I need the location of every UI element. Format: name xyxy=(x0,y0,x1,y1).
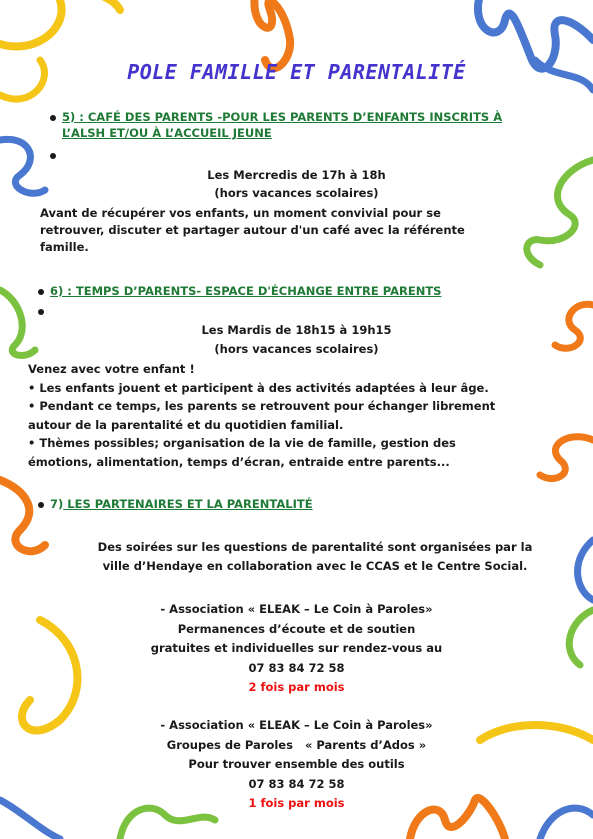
bullet-icon xyxy=(38,289,44,295)
section7-intro xyxy=(60,538,570,576)
section7-intro-line1: Des soirées sur les questions de parentalité sont organisées par la xyxy=(97,540,533,554)
section7-heading-text: LES PARTENAIRES ET LA PARENTALITÉ xyxy=(63,497,313,511)
section6-line: émotions, alimentation, temps d’écran, entraide entre parents... xyxy=(28,454,450,469)
section6-schedule: Les Mardis de 18h15 à 19h15 xyxy=(201,323,392,337)
section5-desc-line1: Avant de récupérer vos enfants, un moment convivial pour se xyxy=(40,206,441,220)
section6-line: Venez avec votre enfant ! xyxy=(28,362,195,376)
section6-heading xyxy=(50,283,570,299)
section7-heading xyxy=(50,496,570,512)
association-2-line1: Groupes de Paroles « Parents d’Ados » xyxy=(166,737,427,752)
section7-heading-num: 7) xyxy=(50,497,64,511)
section6-body xyxy=(28,360,583,471)
bullet-icon xyxy=(38,502,44,508)
section7-intro-line2: ville d’Hendaye en collaboration avec le CCAS et le Centre Social. xyxy=(102,559,528,573)
section6-line: • Thèmes possibles; organisation de la vie de famille, gestion des xyxy=(28,436,456,450)
section6-schedule-note: (hors vacances scolaires) xyxy=(214,342,379,356)
section6-line: • Les enfants jouent et participent à des activités adaptées à leur âge. xyxy=(28,380,489,395)
section5-schedule: Les Mercredis de 17h à 18h xyxy=(207,168,386,182)
bullet-icon xyxy=(50,115,56,121)
bullet-icon xyxy=(38,309,44,315)
association-1-line1: Permanences d’écoute et de soutien xyxy=(177,621,416,636)
section5-heading-line1: 5) : CAFÉ DES PARENTS -POUR LES PARENTS D’ENFANTS INSCRITS À xyxy=(62,110,503,124)
association-2-phone: 07 83 84 72 58 xyxy=(248,776,345,791)
section5-heading xyxy=(62,109,572,141)
bullet-icon xyxy=(50,153,56,159)
association-1-line2: gratuites et individuelles sur rendez-vous au xyxy=(150,641,443,655)
association-2-line2: Pour trouver ensemble des outils xyxy=(188,757,405,771)
section5-desc-line2: retrouver, discuter et partager autour d'un café avec la référente xyxy=(40,223,465,237)
page-title: POLE FAMILLE ET PARENTALITÉ xyxy=(127,60,466,84)
association-2-name: - Association « ELEAK – Le Coin à Paroles» xyxy=(160,718,433,732)
association-1-phone: 07 83 84 72 58 xyxy=(248,660,345,675)
section6-line: autour de la parentalité et du quotidien familial. xyxy=(28,417,344,432)
section5-schedule-note: (hors vacances scolaires) xyxy=(214,186,379,200)
association-1-frequency: 2 fois par mois xyxy=(248,680,345,694)
association-2 xyxy=(0,716,593,814)
association-2-frequency: 1 fois par mois xyxy=(248,796,345,810)
association-1-name: - Association « ELEAK – Le Coin à Paroles» xyxy=(160,602,433,616)
section5-heading-line2: L’ALSH ET/OU À L’ACCUEIL JEUNE xyxy=(62,126,272,140)
association-1 xyxy=(0,600,593,698)
section6-heading-text: 6) : TEMPS D’PARENTS- ESPACE D'ÉCHANGE ENTRE PARENTS xyxy=(50,284,442,298)
section5-desc-line3: famille. xyxy=(40,240,89,254)
section5-description xyxy=(40,205,580,256)
section6-line: • Pendant ce temps, les parents se retrouvent pour échanger librement xyxy=(28,399,496,413)
